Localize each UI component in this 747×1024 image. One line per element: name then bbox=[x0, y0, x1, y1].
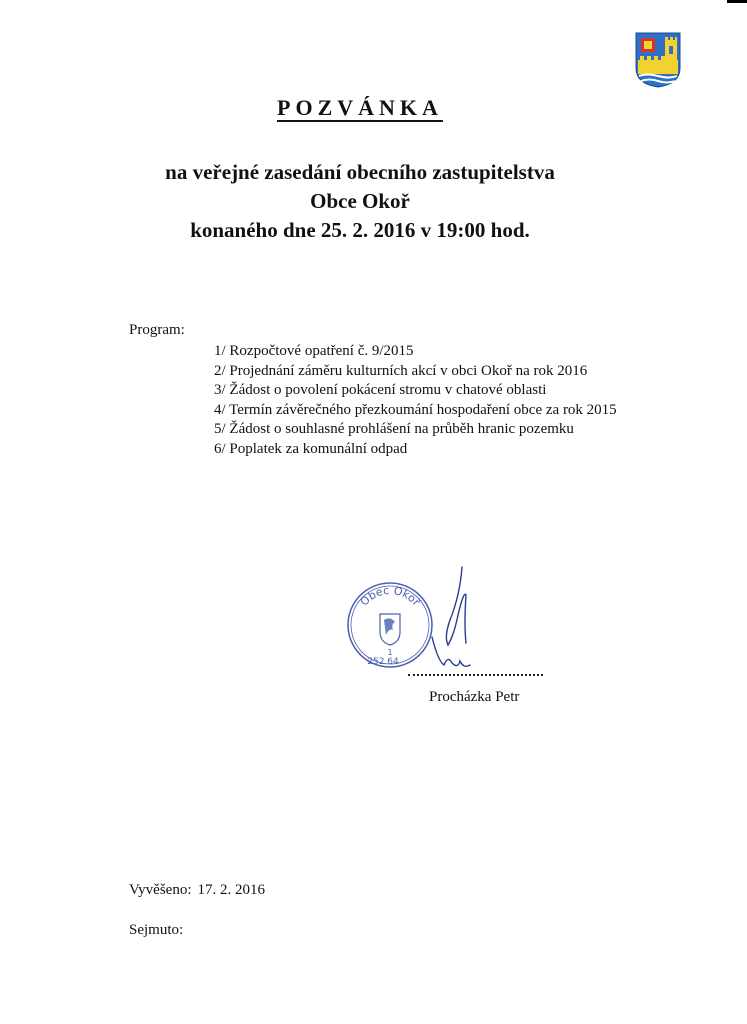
program-item: 5/ Žádost o souhlasné prohlášení na průběh hranic pozemku bbox=[214, 421, 574, 437]
page-title: POZVÁNKA bbox=[277, 95, 443, 120]
signature-line bbox=[408, 674, 543, 676]
program-item: 3/ Žádost o povolení pokácení stromu v chatové oblasti bbox=[214, 382, 547, 398]
meeting-heading bbox=[0, 158, 720, 245]
program-item: 2/ Projednání záměru kulturních akcí v obci Okoř na rok 2016 bbox=[214, 362, 588, 379]
signer-name: Procházka Petr bbox=[429, 689, 520, 705]
posted-label: Vyvěšeno: bbox=[129, 882, 192, 898]
program-label: Program: bbox=[129, 322, 185, 338]
stamp-postcode: 252 64 bbox=[367, 657, 399, 667]
meeting-heading-line-2: Obce Okoř bbox=[310, 189, 410, 213]
removed-label: Sejmuto: bbox=[129, 922, 184, 938]
program-item: 1/ Rozpočtové opatření č. 9/2015 bbox=[214, 343, 414, 359]
program-item: 6/ Poplatek za komunální odpad bbox=[214, 440, 408, 457]
stamp-number: 1 bbox=[387, 648, 393, 657]
municipal-crest-icon bbox=[635, 32, 681, 88]
stamp-text: Obec Okoř bbox=[357, 583, 423, 609]
posted-date: 17. 2. 2016 bbox=[197, 882, 265, 898]
program-list bbox=[214, 342, 617, 459]
meeting-heading-line-3: konaného dne 25. 2. 2016 v 19:00 hod. bbox=[190, 218, 530, 242]
meeting-heading-line-1: na veřejné zasedání obecního zastupitelstva bbox=[165, 160, 555, 184]
program-item: 4/ Termín závěrečného přezkoumání hospodaření obce za rok 2015 bbox=[214, 401, 617, 418]
handwritten-signature bbox=[430, 565, 490, 675]
corner-mark bbox=[727, 0, 747, 3]
posted-info bbox=[129, 882, 265, 899]
official-stamp bbox=[345, 580, 435, 670]
